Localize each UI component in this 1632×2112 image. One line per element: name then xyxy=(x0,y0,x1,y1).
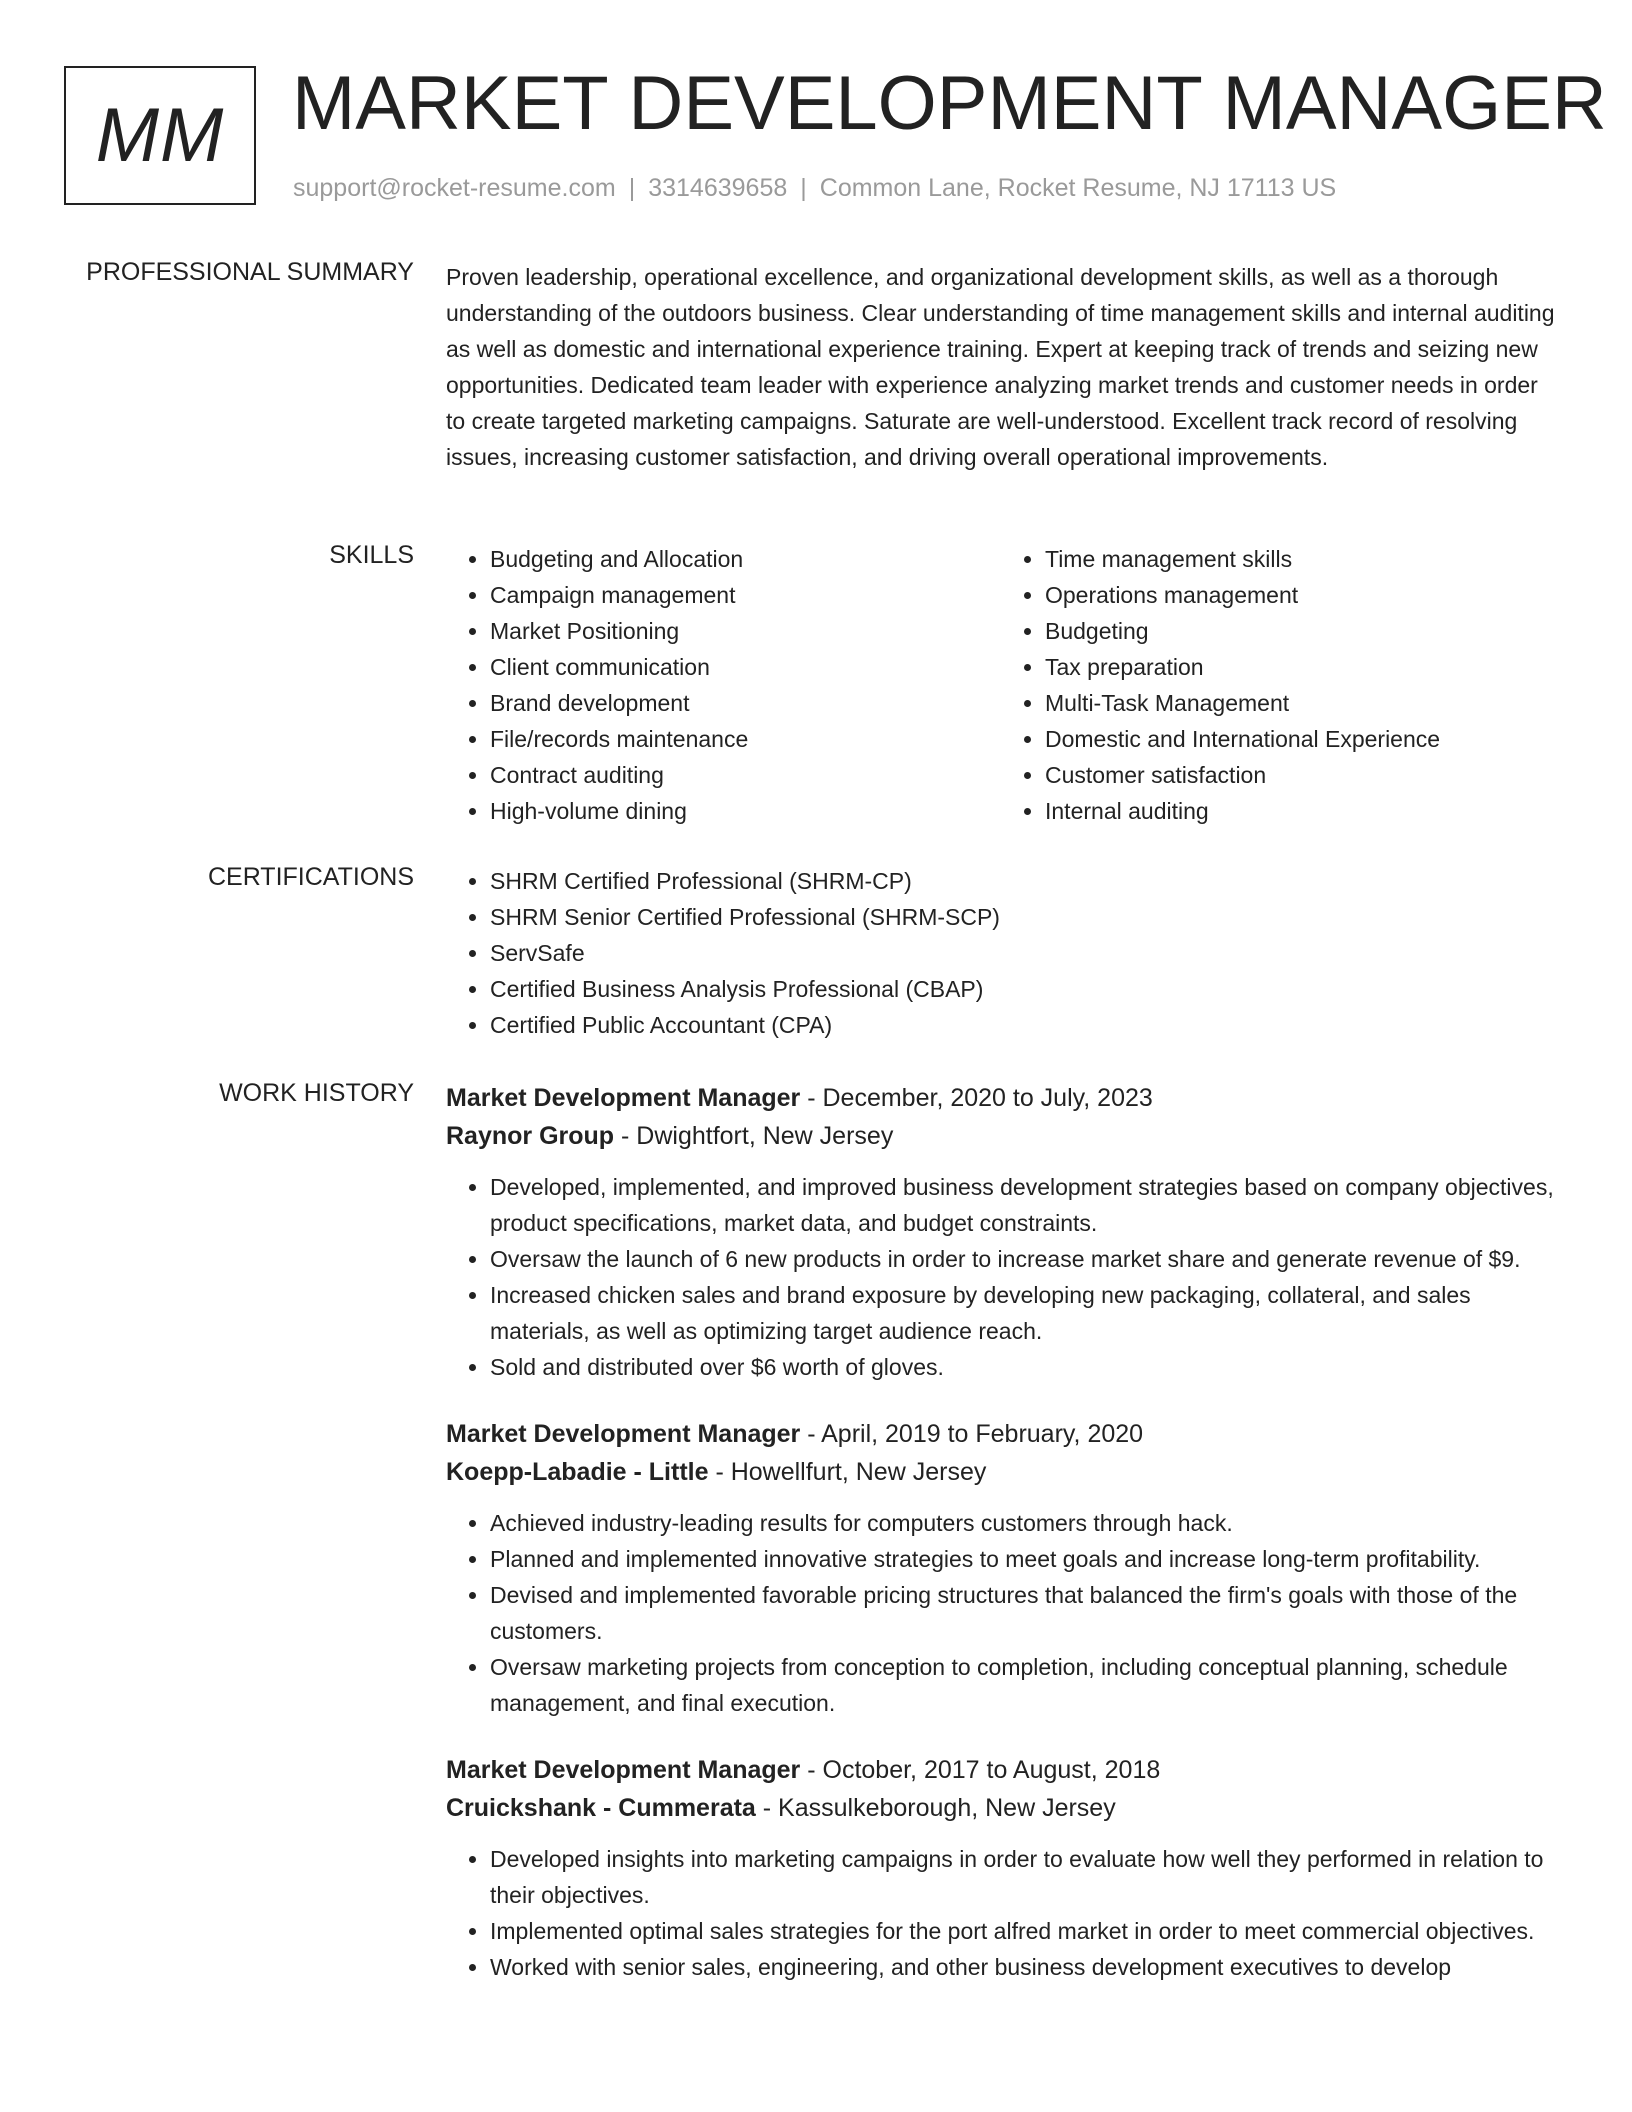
skill-item: • Brand development xyxy=(490,685,1001,721)
contact-phone: 3314639658 xyxy=(648,174,788,202)
certification-item: • Certified Public Accountant (CPA) xyxy=(490,1007,1556,1043)
job-dates: - October, 2017 to August, 2018 xyxy=(800,1756,1161,1784)
page-title: MARKET DEVELOPMENT MANAGER xyxy=(292,61,1607,146)
certification-item: • SHRM Senior Certified Professional (SHRM-SCP) xyxy=(490,899,1556,935)
section-label-certifications: CERTIFICATIONS xyxy=(207,863,414,891)
skill-item: • Internal auditing xyxy=(1045,793,1556,829)
job-title: Market Development Manager xyxy=(446,1756,801,1784)
contact-separator: | xyxy=(800,174,807,202)
job-bullets xyxy=(446,1841,1556,1985)
skill-item: • High-volume dining xyxy=(490,793,1001,829)
job-bullets xyxy=(446,1505,1556,1721)
certification-item: • Certified Business Analysis Professional (CBAP) xyxy=(490,971,1556,1007)
skill-item: • Multi-Task Management xyxy=(1045,685,1556,721)
job-bullets xyxy=(446,1169,1556,1385)
skill-item: • Market Positioning xyxy=(490,613,1001,649)
job-entry xyxy=(446,1751,1556,1985)
job-company-line xyxy=(446,1117,1556,1155)
skills-body xyxy=(446,541,1556,829)
job-company: Raynor Group xyxy=(446,1122,615,1150)
skill-item: • Tax preparation xyxy=(1045,649,1556,685)
skills-list-right xyxy=(1001,541,1556,829)
job-company: Cruickshank - Cummerata xyxy=(446,1794,756,1822)
section-label-skills: SKILLS xyxy=(329,541,414,569)
certifications-body xyxy=(446,863,1556,1043)
skill-item: • Domestic and International Experience xyxy=(1045,721,1556,757)
job-bullet: • Developed, implemented, and improved business development strategies based on company objectives, product specifications, market data, and budget constraints. xyxy=(490,1169,1556,1241)
job-dates: - April, 2019 to February, 2020 xyxy=(800,1420,1144,1448)
job-title-line xyxy=(446,1751,1556,1789)
contact-address: Common Lane, Rocket Resume, NJ 17113 US xyxy=(819,174,1337,202)
skill-item: • Budgeting and Allocation xyxy=(490,541,1001,577)
job-entry xyxy=(446,1079,1556,1385)
skill-item: • Contract auditing xyxy=(490,757,1001,793)
skill-item: • Operations management xyxy=(1045,577,1556,613)
job-bullet: • Increased chicken sales and brand exposure by developing new packaging, collateral, and sales materials, as well as optimizing target audience reach. xyxy=(490,1277,1556,1349)
job-bullet: • Oversaw the launch of 6 new products in order to increase market share and generate revenue of $9. xyxy=(490,1241,1556,1277)
section-label-summary: PROFESSIONAL SUMMARY xyxy=(86,258,414,286)
summary-text: Proven leadership, operational excellence, and organizational development skills, as well as a thorough understanding of the outdoors business. Clear understanding of time management skills and internal auditing as well as domestic and international experience training. Expert at keeping track of trends and seizing new opportunities. Dedicated team leader with experience analyzing market trends and customer needs in order to create targeted marketing campaigns. Saturate are well-understood. Excellent track record of resolving issues, increasing customer satisfaction, and driving overall operational improvements. xyxy=(446,264,1555,470)
job-company: Koepp-Labadie - Little xyxy=(446,1458,709,1486)
skill-item: • Campaign management xyxy=(490,577,1001,613)
job-company-line xyxy=(446,1453,1556,1491)
job-title-line xyxy=(446,1079,1556,1117)
monogram-logo: MM xyxy=(64,66,256,205)
job-bullet: • Planned and implemented innovative strategies to meet goals and increase long-term profitability. xyxy=(490,1541,1556,1577)
job-title: Market Development Manager xyxy=(446,1084,801,1112)
contact-line xyxy=(293,174,1336,203)
job-location: - Kassulkeborough, New Jersey xyxy=(755,1794,1116,1822)
job-bullet: • Sold and distributed over $6 worth of gloves. xyxy=(490,1349,1556,1385)
job-bullet: • Oversaw marketing projects from conception to completion, including conceptual planning, schedule management, and final execution. xyxy=(490,1649,1556,1721)
job-company-line xyxy=(446,1789,1556,1827)
skill-item: • Customer satisfaction xyxy=(1045,757,1556,793)
work-history-body xyxy=(446,1079,1556,2015)
skill-item: • Budgeting xyxy=(1045,613,1556,649)
job-entry xyxy=(446,1415,1556,1721)
job-bullet: • Achieved industry-leading results for computers customers through hack. xyxy=(490,1505,1556,1541)
job-dates: - December, 2020 to July, 2023 xyxy=(800,1084,1153,1112)
skills-list-left xyxy=(446,541,1001,829)
job-bullet: • Developed insights into marketing campaigns in order to evaluate how well they performed in relation to their objectives. xyxy=(490,1841,1556,1913)
section-label-work-history: WORK HISTORY xyxy=(219,1079,414,1107)
skill-item: • Client communication xyxy=(490,649,1001,685)
job-bullet: • Implemented optimal sales strategies for the port alfred market in order to meet commercial objectives. xyxy=(490,1913,1556,1949)
contact-separator: | xyxy=(628,174,636,202)
certifications-list xyxy=(446,863,1556,1043)
job-bullet: • Devised and implemented favorable pricing structures that balanced the firm's goals with those of the customers. xyxy=(490,1577,1556,1649)
resume-header xyxy=(64,61,1607,216)
job-title-line xyxy=(446,1415,1556,1453)
job-title: Market Development Manager xyxy=(446,1420,801,1448)
certification-item: • SHRM Certified Professional (SHRM-CP) xyxy=(490,863,1556,899)
skill-item: • File/records maintenance xyxy=(490,721,1001,757)
summary-body xyxy=(446,259,1556,475)
skills-columns xyxy=(446,541,1556,829)
certification-item: • ServSafe xyxy=(490,935,1556,971)
job-bullet: • Worked with senior sales, engineering, and other business development executives to develop xyxy=(490,1949,1556,1985)
job-location: - Howellfurt, New Jersey xyxy=(708,1458,987,1486)
contact-email: support@rocket-resume.com xyxy=(293,174,616,202)
skill-item: • Time management skills xyxy=(1045,541,1556,577)
job-location: - Dwightfort, New Jersey xyxy=(614,1122,894,1150)
